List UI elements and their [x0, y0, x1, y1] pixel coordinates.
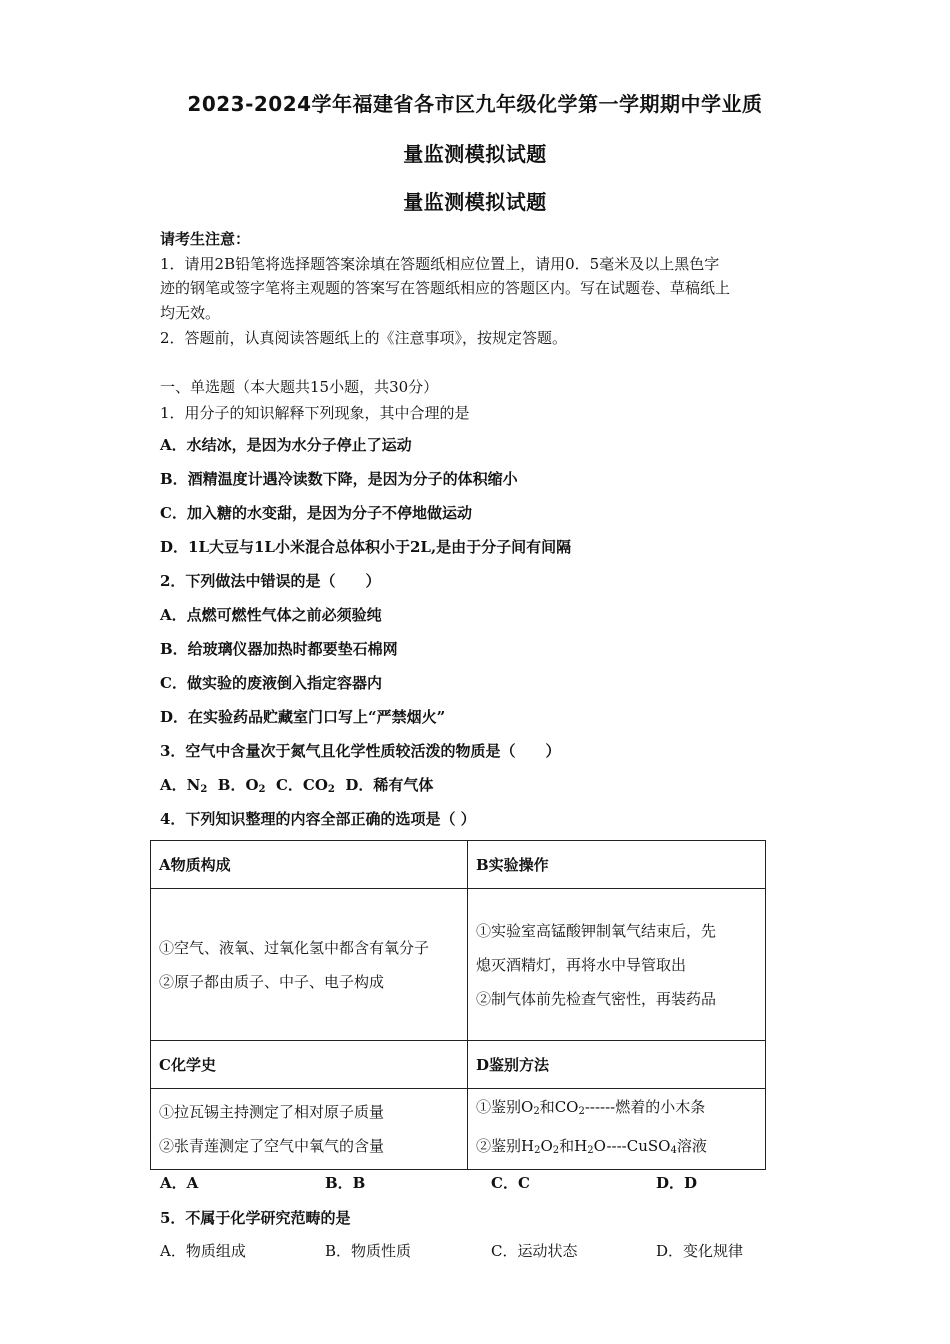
q5-option-a: A．物质组成: [160, 1242, 246, 1260]
q2-option-c: C．做实验的废液倒入指定容器内: [160, 674, 382, 692]
table-cell-a: ①空气、液氧、过氧化氢中都含有氧分子 ②原子都由质子、中子、电子构成: [151, 889, 468, 1041]
q3-option-a: A．$N_2$: [160, 776, 208, 795]
q4-option-d: D．D: [656, 1174, 698, 1192]
q1-stem: 1．用分子的知识解释下列现象，其中合理的是: [160, 404, 470, 422]
q1-option-d: D．1L大豆与1L小米混合总体积小于2L,是由于分子间有间隔: [160, 538, 572, 556]
table-head-d: D鉴别方法: [468, 1041, 766, 1089]
q4-option-a: A．A: [160, 1174, 199, 1192]
doc-title-line1: 2023-2024学年福建省各市区九年级化学第一学期期中学业质: [187, 92, 763, 116]
q2-option-d: D．在实验药品贮藏室门口写上“严禁烟火”: [160, 708, 446, 726]
table-head-b: B实验操作: [468, 841, 766, 889]
q5-stem: 5．不属于化学研究范畴的是: [160, 1209, 351, 1227]
q3-stem: 3．空气中含量次于氮气且化学性质较活泼的物质是（ ）: [160, 742, 561, 760]
doc-title-line2: 量监测模拟试题: [403, 142, 547, 166]
q3-option-b: B．$O_2$: [217, 776, 266, 795]
q4-stem: 4．下列知识整理的内容全部正确的选项是（ ）: [160, 810, 476, 828]
q3-options: [160, 774, 433, 795]
notice-item1-line1: 1．请用2B铅笔将选择题答案涂填在答题纸相应位置上，请用0．5毫米及以上黑色字: [160, 255, 720, 273]
notice-heading: 请考生注意：: [160, 230, 251, 248]
table-head-a: A物质构成: [151, 841, 468, 889]
section-heading: 一、单选题（本大题共15小题，共30分）: [160, 378, 439, 396]
q5-option-d: D．变化规律: [656, 1242, 744, 1260]
q2-option-a: A．点燃可燃性气体之前必须验纯: [160, 606, 382, 624]
notice-item1-line2: 迹的钢笔或签字笔将主观题的答案写在答题纸相应的答题区内。写在试题卷、草稿纸上: [160, 279, 731, 297]
q4-knowledge-table: [150, 840, 766, 1170]
q2-stem: 2．下列做法中错误的是（ ）: [160, 572, 381, 590]
q4-option-c: C．C: [491, 1174, 530, 1192]
doc-title-line3: 量监测模拟试题: [403, 190, 547, 214]
table-cell-c: ①拉瓦锡主持测定了相对原子质量 ②张青莲测定了空气中氧气的含量: [151, 1089, 468, 1170]
q1-option-b: B．酒精温度计遇冷读数下降，是因为分子的体积缩小: [160, 470, 518, 488]
table-cell-d: ①鉴别$O_2$和$CO_2------$燃着的小木条 ②鉴别$H_2O_2$和$H_2O----CuSO_4$溶液: [468, 1089, 766, 1170]
q3-option-d: D．稀有气体: [345, 776, 434, 794]
q5-option-c: C．运动状态: [491, 1242, 578, 1260]
q2-option-b: B．给玻璃仪器加热时都要垫石棉网: [160, 640, 398, 658]
q4-option-b: B．B: [325, 1174, 366, 1192]
table-head-c: C化学史: [151, 1041, 468, 1089]
table-cell-b: ①实验室高锰酸钾制氧气结束后，先 熄灭酒精灯，再将水中导管取出 ②制气体前先检查气密性，再装药品: [468, 889, 766, 1041]
q5-option-b: B．物质性质: [325, 1242, 412, 1260]
notice-item1-line3: 均无效。: [160, 304, 221, 322]
q1-option-a: A．水结冰，是因为水分子停止了运动: [160, 436, 412, 454]
q1-option-c: C．加入糖的水变甜，是因为分子不停地做运动: [160, 504, 472, 522]
q3-option-c: C．$CO_2$: [275, 776, 335, 795]
notice-item2: 2．答题前，认真阅读答题纸上的《注意事项》，按规定答题。: [160, 329, 568, 347]
